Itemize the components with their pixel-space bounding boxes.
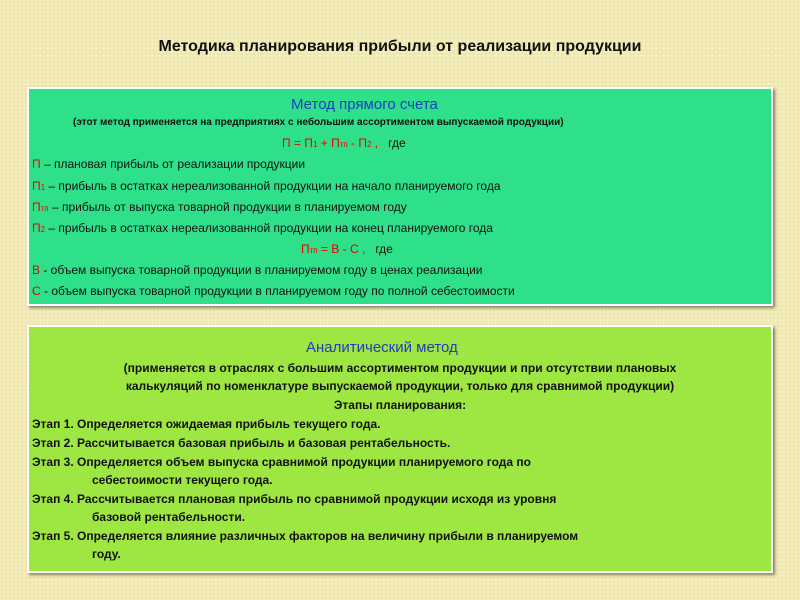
- direct-method-heading: Метод прямого счета: [291, 96, 438, 113]
- formula-profit: П = П1 + Птп - П2 , где: [282, 136, 406, 150]
- def-text: - объем выпуска товарной продукции в планируемом году по полной себестоимости: [40, 284, 515, 298]
- def-profit: [32, 157, 305, 171]
- stage-3: Этап 3. Определяется объем выпуска сравнимой продукции планируемого года по: [32, 455, 531, 469]
- def-text: - объем выпуска товарной продукции в планируемом году в ценах реализации: [40, 263, 483, 277]
- def-symbol: П: [32, 157, 41, 171]
- direct-method-note: (этот метод применяется на предприятиях с небольшим ассортиментом выпускаемой продукции): [73, 117, 564, 128]
- def-text: – плановая прибыль от реализации продукции: [40, 157, 306, 171]
- analytic-note-1: (применяется в отраслях с большим ассортиментом продукции и при отсутствии плановых: [123, 361, 677, 375]
- analytic-method-heading: Аналитический метод: [306, 339, 458, 356]
- stages-title: Этапы планирования:: [333, 398, 467, 412]
- def-symbol: В: [32, 263, 41, 277]
- direct-method-box: [27, 87, 773, 306]
- def-volume-cost: [32, 284, 515, 298]
- def-text: – прибыль от выпуска товарной продукции в планируемом году: [48, 200, 407, 214]
- def-profit-end: [32, 221, 493, 235]
- def-symbol: С: [32, 284, 41, 298]
- def-profit-output: [32, 200, 407, 214]
- stage-1: Этап 1. Определяется ожидаемая прибыль текущего года.: [32, 417, 381, 431]
- analytic-note-2: калькуляций по номенклатуре выпускаемой продукции, только для сравнимой продукции): [125, 379, 675, 393]
- def-symbol: П1: [32, 179, 46, 193]
- formula-output-profit: Птп = В - С , где: [301, 242, 393, 256]
- def-text: – прибыль в остатках нереализованной продукции на конец планируемого года: [45, 221, 493, 235]
- stage-3-cont: себестоимости текущего года.: [92, 473, 273, 487]
- formula-profit-where: где: [388, 136, 406, 150]
- stage-5-cont: году.: [92, 547, 121, 561]
- def-text: – прибыль в остатках нереализованной продукции на начало планируемого года: [45, 179, 501, 193]
- formula-output-where: где: [375, 242, 393, 256]
- def-profit-start: [32, 179, 501, 193]
- def-volume-price: [32, 263, 482, 277]
- page-title: Методика планирования прибыли от реализации продукции: [158, 38, 642, 55]
- stage-5: Этап 5. Определяется влияние различных факторов на величину прибыли в планируемом: [32, 529, 579, 543]
- stage-4: Этап 4. Рассчитывается плановая прибыль по сравнимой продукции исходя из уровня: [32, 492, 557, 506]
- def-symbol: Птп: [32, 200, 49, 214]
- def-symbol: П2: [32, 221, 46, 235]
- analytic-method-box: [27, 325, 773, 573]
- stage-2: Этап 2. Рассчитывается базовая прибыль и базовая рентабельность.: [32, 436, 451, 450]
- stage-4-cont: базовой рентабельности.: [92, 510, 246, 524]
